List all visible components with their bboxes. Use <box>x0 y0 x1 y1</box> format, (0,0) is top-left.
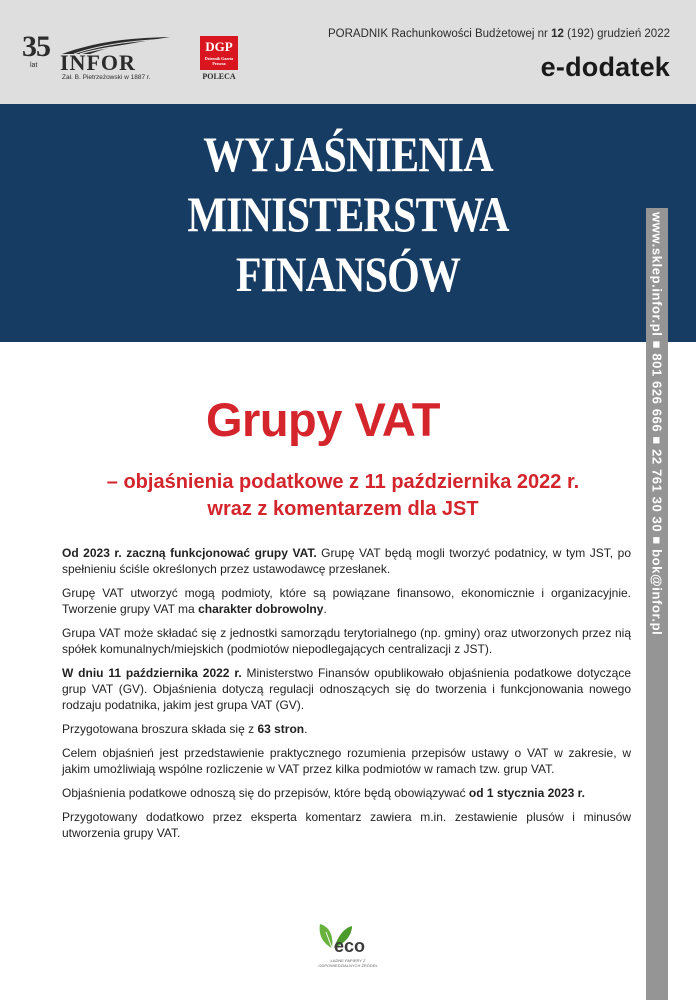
dgp-poleca-label: POLECA <box>202 72 236 81</box>
paragraph-text: Ministerstwo Finansów opublikowało objaśnienia podatkowe dotyczące grup VAT (GV). Objaśnienia dotyczą regulacji odnoszących się do tworzenia i funkcjonowania nowego rodzaju podatnika, jakim jest grupa VAT (GV). <box>62 666 631 712</box>
logo-anniversary-number: 35 <box>22 30 50 63</box>
dgp-badge <box>200 36 238 70</box>
paragraph-text: Grupę VAT będą mogli tworzyć podatnicy, w tym JST, po spełnieniu ściśle określonych przez ustawodawcę przesłanek. <box>62 546 631 576</box>
logo-tagline: Zał. B. Pietrzeżowski w 1887 r. <box>62 74 151 81</box>
subtitle <box>0 469 686 523</box>
paragraph <box>62 809 631 841</box>
eco-small-print: ŁADNE PAPIERY Z ODPOWIEDZIALNYCH ŹRÓDEŁ <box>318 958 378 968</box>
paragraph-end: . <box>304 722 308 736</box>
body-text <box>62 545 631 849</box>
paragraph-bold: charakter dobrowolny <box>198 602 324 616</box>
title-banner <box>0 104 696 342</box>
paragraph-text: Celem objaśnień jest przedstawienie praktycznego rozumienia przepisów ustawy o VAT w zakresie, w jakim umożliwiają wspólne rozliczenie w VAT przez kilka podmiotów w ramach tzw. grup VAT. <box>62 746 631 776</box>
eco-logo <box>306 918 386 982</box>
banner-line-1: WYJAŚNIENIA <box>203 126 493 182</box>
issue-date: (192) grudzień 2022 <box>567 28 670 40</box>
publication-info <box>328 28 670 40</box>
dgp-logo[interactable] <box>200 36 238 84</box>
paragraph-text: Grupę VAT utworzyć mogą podmioty, które są powiązane finansowo, ekonomicznie i organizacyjnie. Tworzenie grupy VAT ma <box>62 586 631 616</box>
paragraph-text: Przygotowany dodatkowo przez eksperta komentarz zawiera m.in. zestawienie plusów i minusów utworzenia grupy VAT. <box>62 810 631 840</box>
paragraph-bold: od 1 stycznia 2023 r. <box>468 786 585 800</box>
main-title: Grupy VAT <box>206 393 440 446</box>
header-bar <box>0 0 696 104</box>
logo-lat-label: lat <box>30 62 38 69</box>
infor-logo[interactable] <box>22 30 194 82</box>
paragraph <box>62 745 631 777</box>
paragraph <box>62 585 631 617</box>
dgp-subtitle: Dziennik Gazeta Prawna <box>204 56 234 66</box>
paragraph-text: Przygotowana broszura składa się z <box>62 722 258 736</box>
banner-heading <box>56 124 641 304</box>
paragraph-end: . <box>323 602 327 616</box>
banner-line-2: MINISTERSTWA <box>187 186 509 242</box>
subtitle-line-1: – objaśnienia podatkowe z 11 października 2022 r. <box>106 471 580 493</box>
paragraph <box>62 545 631 577</box>
paragraph <box>62 785 631 801</box>
dgp-badge-text: DGP <box>205 39 233 54</box>
issue-number: 12 <box>551 28 564 40</box>
paragraph <box>62 625 631 657</box>
edition-label: e-dodatek <box>540 52 670 82</box>
paragraph-text: Grupa VAT może składać się z jednostki samorządu terytorialnego (np. gminy) oraz utworzonych przez nią spółek komunalnych/miejskich (podmiotów niepodlegających centralizacji z JST). <box>62 626 631 656</box>
logo-brand-name: INFOR <box>60 50 136 75</box>
subtitle-line-2: wraz z komentarzem dla JST <box>207 498 479 520</box>
banner-line-3: FINANSÓW <box>235 246 461 302</box>
side-contact-text[interactable]: www.sklep.infor.pl ■ 801 626 666 ■ 22 761 30 30 ■ bok@infor.pl <box>649 212 665 636</box>
paragraph-text: Objaśnienia podatkowe odnoszą się do przepisów, które będą obowiązywać <box>62 786 469 800</box>
paragraph <box>62 721 631 737</box>
paragraph-bold: Od 2023 r. zaczną funkcjonować grupy VAT. <box>62 546 317 560</box>
paragraph-bold: 63 stron <box>257 722 305 736</box>
publication-prefix: PORADNIK Rachunkowości Budżetowej nr <box>327 28 548 40</box>
eco-label: eco <box>334 936 366 956</box>
paragraph <box>62 665 631 713</box>
paragraph-bold: W dniu 11 października 2022 r. <box>62 666 242 680</box>
